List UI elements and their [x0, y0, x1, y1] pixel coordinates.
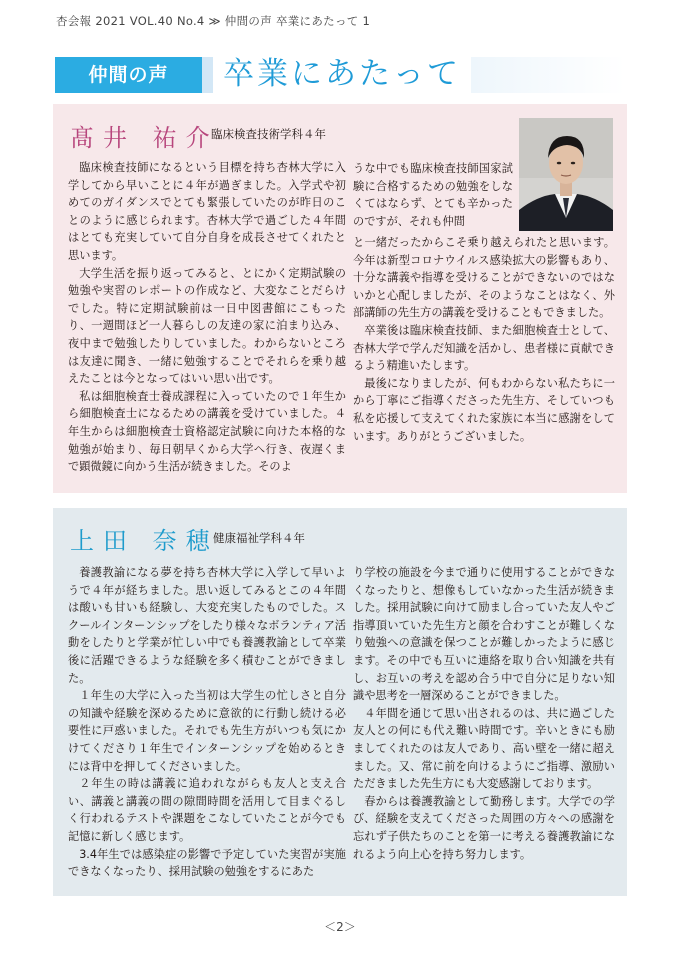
running-head: 杏会報 2021 VOL.40 No.4 ≫ 仲間の声 卒業にあたって 1 [56, 14, 371, 28]
paragraph: ４年間を通じて思い出されるのは、共に過ごした友人との何にも代え難い時間です。辛いときにも励ましてくれたのは友人であり、高い壁を一緒に超えました。又、常に前を向けるようにご指導、激励いただきました先生方にも大変感謝しております。 [353, 706, 615, 791]
author-department: 臨床検査技術学科４年 [211, 127, 326, 141]
article-panel-ueda [53, 508, 627, 896]
paragraph: 大学生活を振り返ってみると、とにかく定期試験の勉強や実習のレポートの作成など、大変なことだらけでした。特に定期試験前は一日中図書館にこもったり、一週間ほど一人暮らしの友達の家に泊まり込み、夜中まで勉強したりしていました。わからないところは友達に聞き、一緒に勉強することでそれらを乗り越えたことは今となってはいい思い出です。 [68, 266, 346, 386]
paragraph: 養護教諭になる夢を持ち杏林大学に入学して早いようで４年が経ちました。思い返してみるとこの４年間は酸いも甘いも経験し、大変充実したものでした。スクールインターンシップをしたり様々なボランティア活動をしたりと学業が忙しい中でも養護教諭として卒業後に活躍できるような経験を多く積むことができました。 [68, 566, 346, 685]
author-name: 髙井 祐介 [70, 124, 219, 152]
article-body-left [68, 159, 346, 476]
page-number: ＜2＞ [324, 920, 356, 934]
paragraph: と一緒だったからこそ乗り越えられたと思います。今年は新型コロナウイルス感染拡大の影響もあり、十分な講義や指導を受けることができないのではないかと心配しましたが、そのようなことはなく、外部講師の先生方の講義を受けることもできました。 [353, 236, 615, 320]
author-name: 上田 奈穂 [70, 527, 219, 555]
page-title: 卒業にあたって [213, 52, 471, 96]
paragraph: 卒業後は臨床検査技師、また細胞検査士として、杏林大学で学んだ知識を活かし、患者様に貢献できるよう精進いたします。 [353, 323, 615, 373]
paragraph: 臨床検査技師になるという目標を持ち杏林大学に入学してから早いことに４年が過ぎました。入学式や初めてのガイダンスでとても緊張していたのが昨日のことのように感じられます。杏林大学で過ごした４年間はとても充実していて自分自身を成長させてくれたと思います。 [68, 161, 346, 262]
article-panel-takai [53, 104, 627, 493]
article-body-right-bottom [353, 234, 615, 445]
paragraph: 最後になりましたが、何もわからない私たちに一から丁寧にご指導くださった先生方、そしていつも私を応援して支えてくれた家族に本当に感謝をしています。ありがとうございました。 [353, 376, 615, 443]
author-portrait-photo [519, 118, 613, 231]
section-tag: 仲間の声 [55, 57, 202, 93]
paragraph: 春からは養護教諭として勤務します。大学での学び、経験を支えてくださった周囲の方々への感謝を忘れず子供たちのことを第一に考える養護教諭になれるよう向上心を持ち努力します。 [353, 794, 615, 861]
paragraph: り学校の施設を今まで通りに使用することができなくなったりと、想像もしていなかった生活が続きました。採用試験に向けて励まし合っていた友人やご指導頂いていた先生方と顔を合わすことが難しくなり勉強への意識を保つことが難しかったように感じます。その中でも互いに連絡を取り合い知識を共有し、お互いの考えを認め合う中で自分に足りない知識や思考を一層深めることができました。 [353, 566, 615, 703]
article-body-right-top [353, 160, 513, 230]
paragraph: 私は細胞検査士養成課程に入っていたので１年生から細胞検査士になるための講義を受けていました。４年生からは細胞検査士資格認定試験に向けた本格的な勉強が始まり、毎日朝早くから大学へ行き、夜遅くまで顕微鏡に向かう生活が続きました。そのよ [68, 389, 346, 474]
paragraph: ２年生の時は講義に追われながらも友人と支え合い、講義と講義の間の隙間時間を活用して目まぐるしく行われるテストや課題をこなしていたことが今でも記憶に新しく感じます。 [68, 777, 346, 843]
section-banner [55, 57, 625, 93]
paragraph: １年生の大学に入った当初は大学生の忙しさと自分の知識や経験を深めるために意欲的に行動し続ける必要性に戸惑いました。それでも先生方がいつも気にかけてくださり１年生でインターンシップを始めるときには背中を押してくださいました。 [68, 689, 346, 773]
paragraph: 3.4年生では感染症の影響で予定していた実習が実施できなくなったり、採用試験の勉強をするにあた [68, 847, 346, 879]
paragraph: うな中でも臨床検査技師国家試験に合格するための勉強をしなくてはならず、とても辛かったのですが、それも仲間 [353, 162, 513, 228]
article-body-right [353, 564, 615, 863]
article-body-left [68, 564, 346, 881]
author-department: 健康福祉学科４年 [213, 531, 305, 545]
